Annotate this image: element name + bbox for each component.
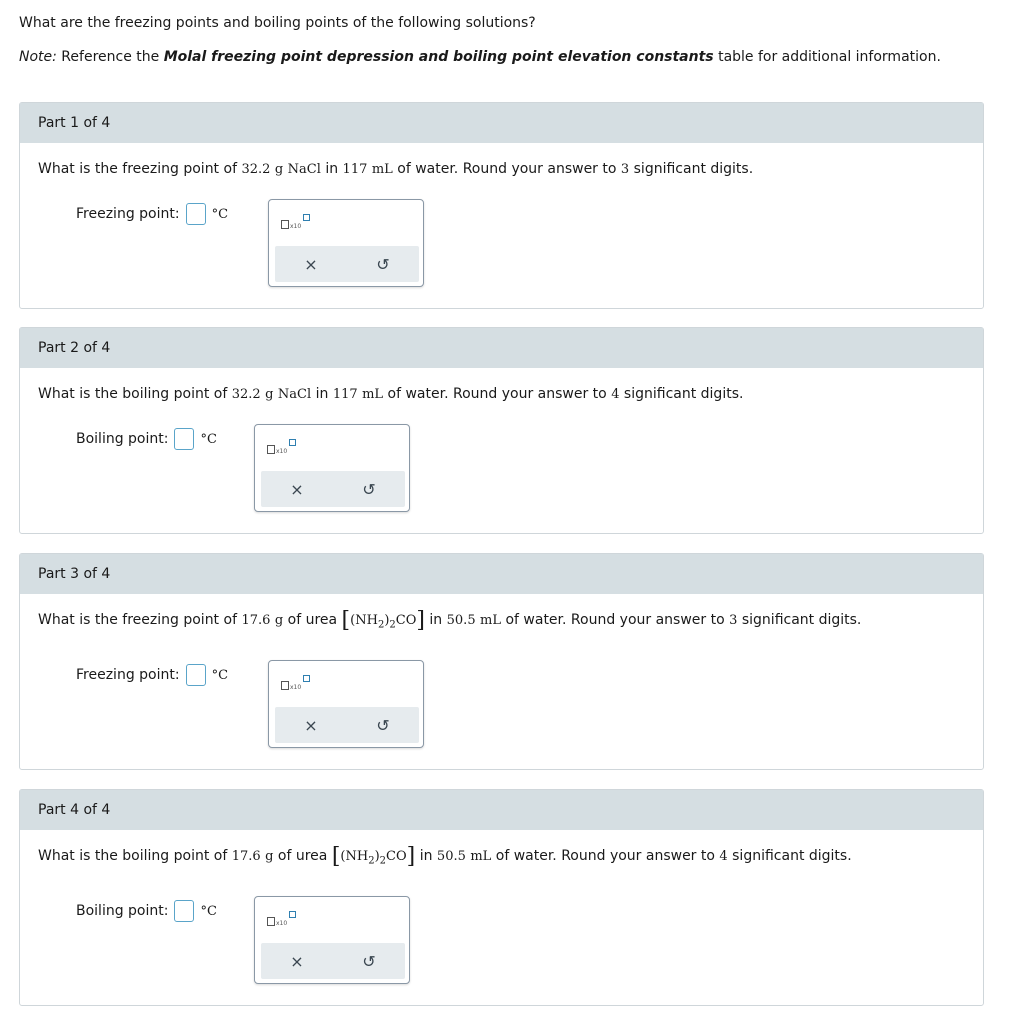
unit-label: °C — [211, 667, 229, 683]
undo-button[interactable]: ↺ — [376, 715, 390, 735]
unit-label: °C — [200, 431, 217, 447]
math-toolbox — [268, 660, 424, 748]
urea-formula: $[(NH_2)_2CO]$ — [331, 844, 416, 869]
tool-bar — [275, 707, 419, 743]
part-1 — [19, 102, 984, 309]
answer-label: Freezing point: — [76, 206, 180, 222]
answer-row — [76, 664, 228, 686]
boiling-point-input[interactable] — [174, 900, 194, 922]
freezing-point-input[interactable] — [186, 203, 206, 225]
scientific-notation-button[interactable]: x10 — [267, 911, 297, 929]
answer-label: Boiling point: — [76, 903, 169, 919]
undo-button[interactable]: ↺ — [376, 254, 390, 274]
clear-button[interactable]: × — [304, 715, 318, 735]
unit-label: °C — [200, 903, 217, 919]
answer-label: Boiling point: — [76, 431, 169, 447]
scientific-notation-button[interactable]: x10 — [281, 214, 311, 232]
part-header: Part 2 of 4 — [20, 328, 983, 368]
undo-button[interactable]: ↺ — [362, 479, 376, 499]
clear-button[interactable]: × — [304, 254, 318, 274]
scientific-notation-button[interactable]: x10 — [281, 675, 311, 693]
part-2 — [19, 327, 984, 534]
part-4 — [19, 789, 984, 1006]
tool-bar — [261, 471, 405, 507]
note-text: Reference the — [56, 49, 164, 65]
part-header: Part 1 of 4 — [20, 103, 983, 143]
tool-bar — [261, 943, 405, 979]
math-toolbox — [254, 896, 410, 984]
note-text-after: table for additional information. — [713, 49, 941, 65]
clear-button[interactable]: × — [290, 479, 304, 499]
answer-row — [76, 203, 228, 225]
math-toolbox — [254, 424, 410, 512]
clear-button[interactable]: × — [290, 951, 304, 971]
part-3 — [19, 553, 984, 770]
part-header: Part 4 of 4 — [20, 790, 983, 830]
part-question: What is the freezing point of 32.2 g NaCl in 117 mL of water. Round your answer to 3 significant digits. — [38, 161, 754, 177]
answer-label: Freezing point: — [76, 667, 180, 683]
scientific-notation-button[interactable]: x10 — [267, 439, 297, 457]
answer-row — [76, 900, 217, 922]
answer-row — [76, 428, 217, 450]
part-header: Part 3 of 4 — [20, 554, 983, 594]
tool-bar — [275, 246, 419, 282]
freezing-point-input[interactable] — [186, 664, 206, 686]
part-question: What is the boiling point of 17.6 g of urea $[(NH_2)_2CO]$ in 50.5 mL of water. Round your answer to 4 significant digits. — [38, 844, 852, 869]
unit-label: °C — [211, 206, 229, 222]
part-question: What is the freezing point of 17.6 g of urea $[(NH_2)_2CO]$ in 50.5 mL of water. Round your answer to 3 significant digits. — [38, 608, 862, 633]
boiling-point-input[interactable] — [174, 428, 194, 450]
constants-table-reference: Molal freezing point depression and boiling point elevation constants — [163, 49, 714, 65]
page-question: What are the freezing points and boiling points of the following solutions? — [19, 15, 536, 31]
urea-formula: $[(NH_2)_2CO]$ — [341, 608, 425, 633]
math-toolbox — [268, 199, 424, 287]
note — [19, 48, 959, 66]
part-question: What is the boiling point of 32.2 g NaCl in 117 mL of water. Round your answer to 4 significant digits. — [38, 386, 744, 402]
undo-button[interactable]: ↺ — [362, 951, 376, 971]
note-prefix: Note: — [19, 49, 57, 65]
